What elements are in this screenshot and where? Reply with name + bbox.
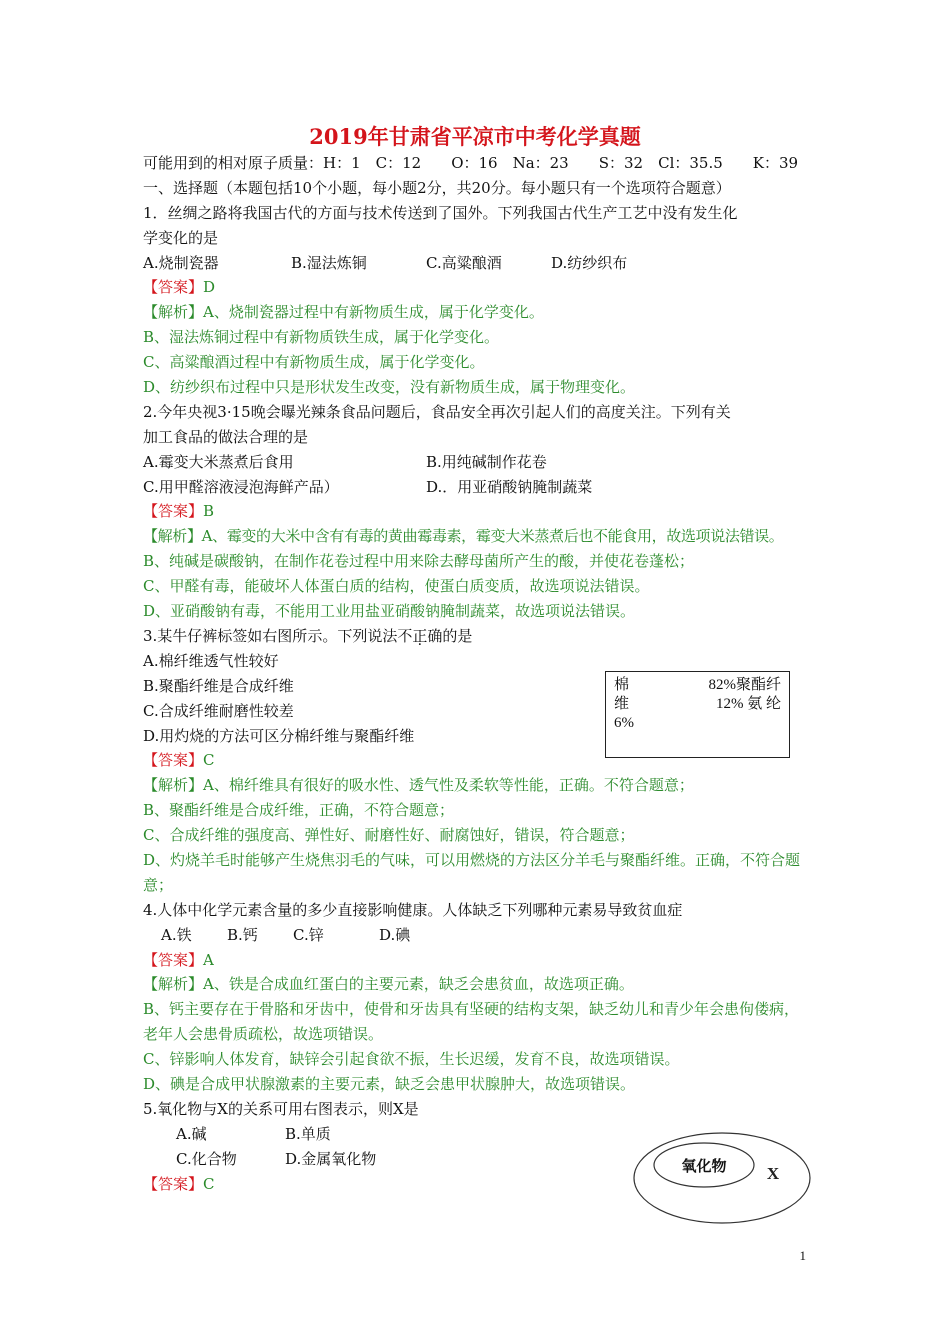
section-heading: 一、选择题（本题包括10个小题，每小题2分，共20分。每小题只有一个选项符合题意）: [143, 178, 731, 197]
q1-stem-line-2: 学变化的是: [143, 228, 219, 247]
q1-options: [143, 251, 811, 276]
outer-set-label: X: [766, 1164, 780, 1183]
q3-option-a: A.棉纤维透气性较好: [143, 651, 279, 670]
q4-option-d: D.碘: [379, 925, 411, 944]
q4-option-b: B.钙: [227, 925, 258, 944]
q3-stem: 3.某牛仔裤标签如右图所示。下列说法不正确的是: [143, 626, 473, 645]
q4-analysis-b: B、钙主要存在于骨胳和牙齿中，使骨和牙齿具有坚硬的结构支架，缺乏幼儿和青少年会患佝偻病，老年人会患骨质疏松，故选项错误。: [143, 1000, 800, 1044]
q5-stem: 5.氧化物与X的关系可用右图表示，则X是: [143, 1099, 419, 1118]
q3-analysis-a: 【解析】A、棉纤维具有很好的吸水性、透气性及柔软等性能，正确。不符合题意；: [143, 776, 694, 795]
q2-stem-line-2: 加工食品的做法合理的是: [143, 427, 309, 446]
q2-options-row-1: [143, 450, 811, 475]
q4-options: [143, 923, 811, 948]
answer-label: 【答案】: [143, 502, 204, 521]
analysis-label: 【解析】: [143, 776, 204, 795]
q2-analysis-b: B、纯碱是碳酸钠，在制作花卷过程中用来除去酵母菌所产生的酸，并使花卷蓬松；: [143, 552, 695, 571]
q1-answer: [143, 275, 811, 300]
q2-option-d: D.．用亚硝酸钠腌制蔬菜: [426, 477, 593, 496]
q3-stem-emphasis: 不正确: [397, 626, 443, 645]
page-number: 1: [799, 1248, 806, 1263]
q1-analysis-d: D、纺纱织布过程中只是形状发生改变，没有新物质生成，属于物理变化。: [143, 378, 636, 397]
answer-label: 【答案】: [143, 950, 204, 969]
q1-option-a: A.烧制瓷器: [143, 253, 219, 272]
answer-label: 【答案】: [143, 278, 204, 297]
q5-option-b: B.单质: [285, 1124, 331, 1143]
label-text: 12% 氨 纶: [716, 696, 781, 712]
q3-option-c: C.合成纤维耐磨性较差: [143, 701, 294, 720]
answer-value: D: [203, 278, 216, 297]
q5-option-a: A.碱: [176, 1124, 207, 1143]
q2-option-c: C.用甲醛溶液浸泡海鲜产品）: [143, 477, 339, 496]
answer-label: 【答案】: [143, 751, 204, 770]
q3-analysis-b: B、聚酯纤维是合成纤维，正确，不符合题意；: [143, 801, 455, 820]
q2-stem-line-1: 2.今年央视3·15晚会曝光辣条食品问题后，食品安全再次引起人们的高度关注。下列有关: [143, 402, 731, 421]
jeans-label-figure: [605, 671, 790, 758]
outer-set-ellipse: [634, 1133, 810, 1223]
q3-option-d: D.用灼烧的方法可区分棉纤维与聚酯纤维: [143, 726, 415, 745]
q2-answer: [143, 499, 811, 524]
q2-analysis-c: C、甲醛有毒，能破坏人体蛋白质的结构，使蛋白质变质，故选项说法错误。: [143, 577, 650, 596]
analysis-label: 【解析】: [143, 975, 204, 994]
analysis-label: 【解析】: [143, 303, 204, 322]
q4-stem: 4.人体中化学元素含量的多少直接影响健康。人体缺乏下列哪种元素易导致贫血症: [143, 900, 683, 919]
q4-answer: [143, 948, 811, 973]
q1-analysis-a: 【解析】A、烧制瓷器过程中有新物质生成，属于化学变化。: [143, 303, 544, 322]
page-title: 2019年甘肃省平凉市中考化学真题: [309, 124, 641, 149]
q3-analysis-c: C、合成纤维的强度高、弹性好、耐磨性好、耐腐蚀好，错误，符合题意；: [143, 826, 635, 845]
q4-option-a: A.铁: [161, 925, 192, 944]
oxide-set-diagram: [632, 1131, 812, 1227]
q2-option-a: A.霉变大米蒸煮后食用: [143, 452, 294, 471]
answer-value: A: [203, 950, 214, 969]
atomic-masses-line: 可能用到的相对原子质量：H：1 C：12 O：16 Na：23 S：32 Cl：35.5 K：39: [143, 154, 799, 172]
q2-options-row-2: [143, 475, 811, 500]
q1-option-d: D.纺纱织布: [551, 253, 628, 272]
q3-option-b: B.聚酯纤维是合成纤维: [143, 676, 294, 695]
analysis-label: 【解析】: [143, 527, 202, 546]
label-text: 6%: [614, 715, 634, 731]
answer-label: 【答案】: [143, 1174, 204, 1193]
answer-value: B: [203, 502, 215, 521]
q4-analysis-d: D、碘是合成甲状腺激素的主要元素，缺乏会患甲状腺肿大，故选项错误。: [143, 1075, 636, 1094]
label-text: 棉: [614, 677, 630, 693]
q1-analysis-c: C、高粱酿酒过程中有新物质生成，属于化学变化。: [143, 353, 485, 372]
q2-analysis-a: 【解析】A、霉变的大米中含有有毒的黄曲霉毒素，霉变大米蒸煮后也不能食用，故选项说法错误。: [143, 527, 784, 546]
q5-option-d: D.金属氧化物: [285, 1149, 377, 1168]
answer-value: C: [203, 1174, 215, 1193]
q4-analysis-c: C、锌影响人体发育，缺锌会引起食欲不振，生长迟缓，发育不良，故选项错误。: [143, 1050, 680, 1069]
q5-option-c: C.化合物: [176, 1149, 237, 1168]
label-text: 维: [614, 696, 630, 712]
label-text: 82%聚酯纤: [708, 677, 781, 693]
q4-option-c: C.锌: [293, 925, 324, 944]
q1-analysis-b: B、湿法炼铜过程中有新物质铁生成，属于化学变化。: [143, 328, 500, 347]
inner-set-label: 氧化物: [681, 1157, 727, 1175]
q1-stem-line-1: 1．丝绸之路将我国古代的方面与技术传送到了国外。下列我国古代生产工艺中没有发生化: [143, 203, 738, 222]
q1-option-c: C.高粱酿酒: [426, 253, 502, 272]
q3-analysis-d: D、灼烧羊毛时能够产生烧焦羽毛的气味，可以用燃烧的方法区分羊毛与聚酯纤维。正确，不符合题意；: [143, 850, 801, 894]
q2-option-b: B.用纯碱制作花卷: [426, 452, 547, 471]
answer-value: C: [203, 751, 215, 770]
q1-option-b: B.湿法炼铜: [291, 253, 367, 272]
q2-analysis-d: D、亚硝酸钠有毒，不能用工业用盐亚硝酸钠腌制蔬菜，故选项说法错误。: [143, 602, 636, 621]
q4-analysis-a: 【解析】A、铁是合成血红蛋白的主要元素，缺乏会患贫血，故选项正确。: [143, 975, 634, 994]
